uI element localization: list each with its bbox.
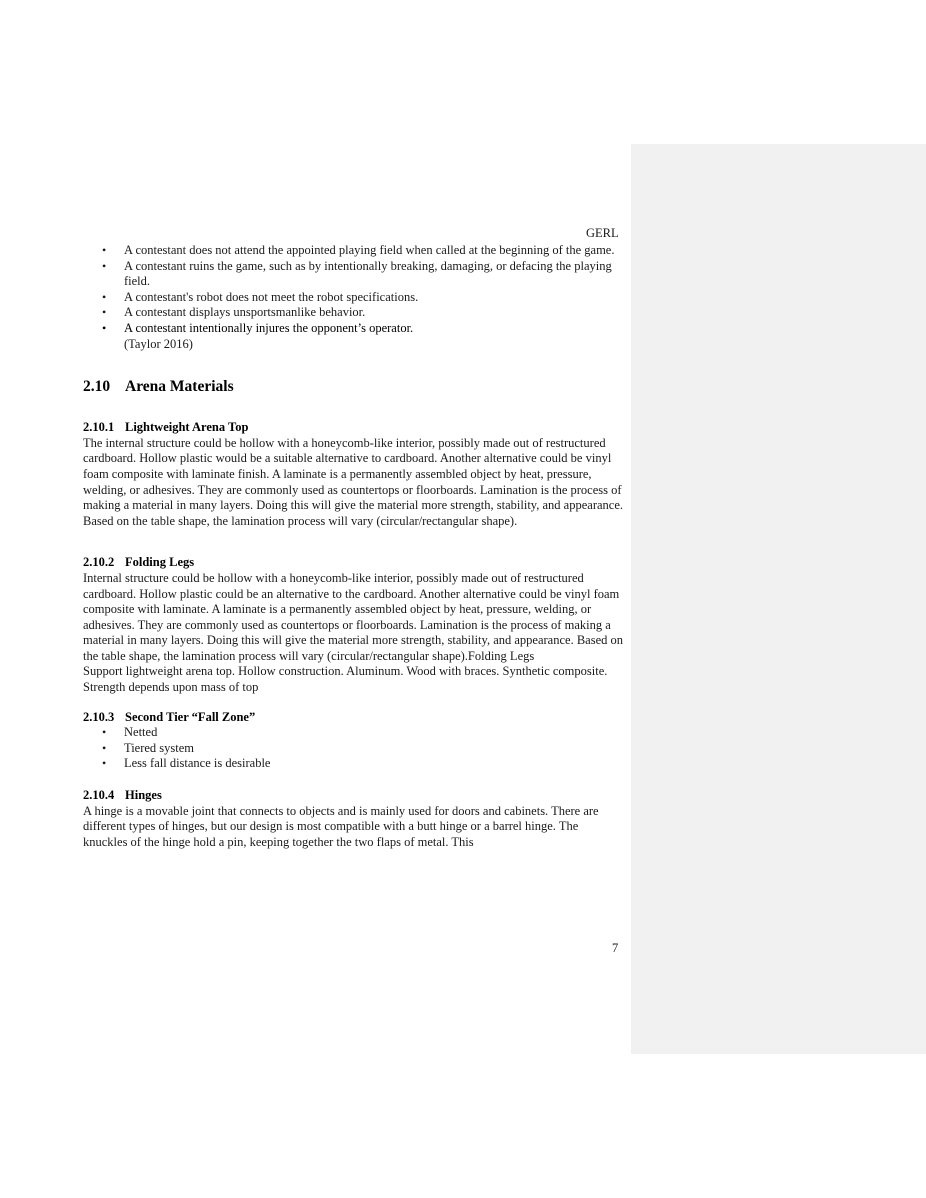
list-item: • A contestant intentionally injures the opponent’s operator.	[83, 321, 623, 337]
folding-legs-notes: Support lightweight arena top. Hollow construction. Aluminum. Wood with braces. Synthetic composite. Strength depends upon mass of top	[83, 664, 608, 695]
section-number: 2.10	[83, 378, 111, 396]
arena-top-paragraph: The internal structure could be hollow with a honeycomb-like interior, possibly made out of restructured cardboard. Hollow plastic would be a suitable alternative to cardboard. Another alternative could be vinyl foam composite with laminate finish. A laminate is a permanently assembled object by heat, pressure, welding, or adhesives. They are commonly used as countertops or floorboards. Lamination is the process of making a material in many layers. Doing this will give the material more strength, stability, and appearance. Based on the table shape, the lamination process will vary (circular/rectangular shape).	[83, 435, 623, 528]
citation: (Taylor 2016)	[124, 336, 193, 351]
subsection-number: 2.10.4	[83, 788, 115, 803]
running-head: GERL	[586, 226, 619, 240]
disqualification-list	[83, 243, 623, 337]
subsection-heading-arena-top	[83, 420, 623, 436]
subsection-heading-hinges	[83, 788, 623, 804]
subsection-title: Second Tier “Fall Zone”	[125, 709, 256, 724]
subsection-heading-fall-zone	[83, 710, 623, 726]
page-body	[83, 243, 623, 850]
list-item: • A contestant ruins the game, such as by intentionally breaking, damaging, or defacing the playing field.	[83, 259, 623, 290]
list-item: • Less fall distance is desirable	[83, 756, 623, 772]
subsection-number: 2.10.3	[83, 709, 115, 724]
comment-margin-pane	[631, 144, 926, 1054]
section-heading	[83, 378, 623, 396]
fall-zone-list	[83, 725, 623, 772]
list-item: • A contestant displays unsportsmanlike behavior.	[83, 305, 623, 321]
subsection-title: Folding Legs	[125, 555, 195, 570]
list-item: • Tiered system	[83, 741, 623, 757]
section-title: Arena Materials	[125, 378, 234, 396]
list-item: • A contestant does not attend the appointed playing field when called at the beginning of the game.	[83, 243, 623, 259]
subsection-number: 2.10.1	[83, 420, 115, 435]
subsection-heading-folding-legs	[83, 555, 623, 571]
hinges-paragraph: A hinge is a movable joint that connects to objects and is mainly used for doors and cabinets. There are different types of hinges, but our design is most compatible with a butt hinge or a barrel hinge. The knuckles of the hinge hold a pin, keeping together the two flaps of metal. This	[83, 803, 599, 849]
list-item: • Netted	[83, 725, 623, 741]
page-number: 7	[612, 941, 619, 955]
subsection-title: Lightweight Arena Top	[125, 420, 249, 435]
subsection-title: Hinges	[125, 788, 162, 803]
subsection-number: 2.10.2	[83, 555, 115, 570]
list-item: • A contestant's robot does not meet the robot specifications.	[83, 290, 623, 306]
folding-legs-paragraph: Internal structure could be hollow with a honeycomb-like interior, possibly made out of restructured cardboard. Hollow plastic could be an alternative to the cardboard. Another alternative could be vinyl foam composite with laminate. A laminate is a permanently assembled object by heat, pressure, welding, or adhesives. They are commonly used as countertops or floorboards. Lamination is the process of making a material in many layers. Doing this will give the material more strength, stability, and appearance. Based on the table shape, the lamination process will vary (circular/rectangular shape).Folding Legs	[83, 570, 624, 663]
